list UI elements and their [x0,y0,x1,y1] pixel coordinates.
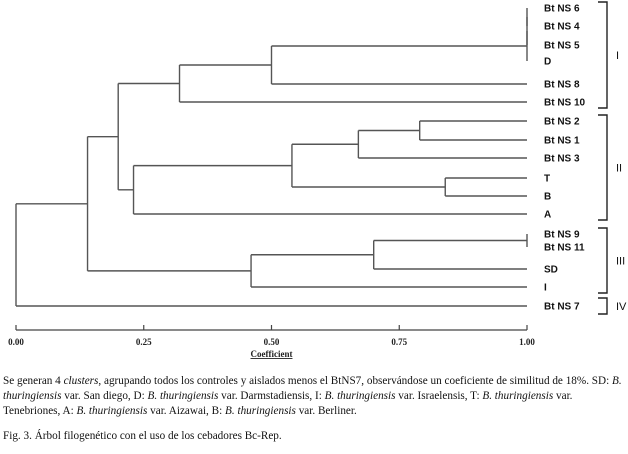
leaf-label: Bt NS 4 [544,21,580,33]
leaf-label: B [544,191,552,203]
cluster-bracket [598,298,607,314]
leaf-labels [544,4,586,313]
leaf-label: Bt NS 8 [544,79,580,91]
caption-description: Se generan 4 clusters, agrupando todos los controles y aislados menos el BtNS7, observándose un coeficiente de similitud de 18%. SD: B. thuringiensis var. San diego, D: B. thuringiensis var. Darmstadiensis, I: B. thuringiensis var. Israelensis, T: B. thuringiensis var. Tenebriones, A: B. thuringiensis var. Aizawai, B: B. thuringiensis var. Berliner. [3,375,622,417]
leaf-label: Bt NS 11 [544,242,585,254]
tick-label: 1.00 [519,337,535,347]
leaf-label: A [544,209,552,221]
figure-caption [3,374,625,444]
cluster-bracket [598,115,607,220]
leaf-label: Bt NS 5 [544,40,580,52]
cluster-brackets [598,2,627,314]
leaf-label: Bt NS 10 [544,97,586,109]
leaf-label: T [544,173,551,185]
leaf-label: Bt NS 6 [544,3,580,15]
cluster-label: III [616,255,626,268]
leaf-label: Bt NS 9 [544,229,580,241]
tick-label: 0.00 [8,337,24,347]
cluster-bracket [598,228,607,293]
leaf-label: SD [544,264,558,276]
leaf-label: Bt NS 1 [544,135,580,147]
cluster-label: II [616,162,623,175]
leaf-label: I [544,282,547,294]
leaf-label: Bt NS 3 [544,153,580,165]
tree-branches [16,8,527,306]
coefficient-axis [8,325,535,359]
tick-label: 0.75 [391,337,408,347]
leaf-label: Bt NS 2 [544,116,580,128]
cluster-label: IV [616,301,627,313]
cluster-bracket [598,2,607,108]
tick-label: 0.50 [263,337,280,347]
leaf-label: D [544,56,552,68]
cluster-label: I [616,50,620,62]
axis-title: Coefficient [250,349,293,359]
leaf-label: Bt NS 7 [544,301,580,313]
tick-label: 0.25 [135,337,152,347]
figure-title: Fig. 3. Árbol filogenético con el uso de los cebadores Bc-Rep. [3,430,282,442]
